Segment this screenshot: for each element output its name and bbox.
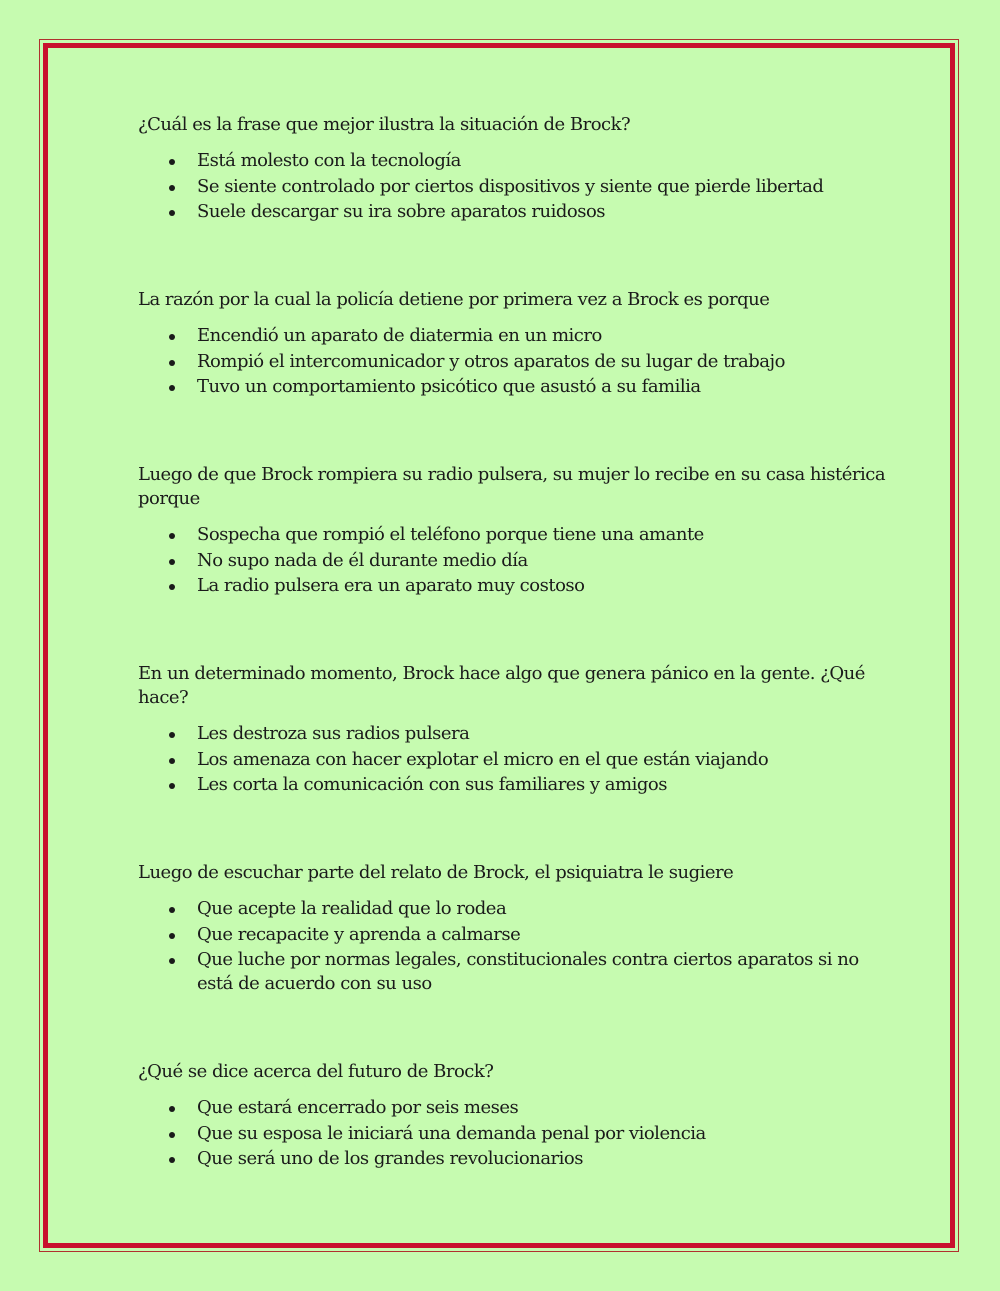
question-4 <box>138 662 898 797</box>
question-1 <box>138 113 898 224</box>
option-item[interactable] <box>138 1096 898 1120</box>
option-item[interactable] <box>138 549 898 573</box>
option-list <box>138 149 898 224</box>
option-item[interactable] <box>138 523 898 547</box>
quiz-content <box>138 113 898 1235</box>
bullet-icon <box>169 783 175 789</box>
option-item[interactable] <box>138 923 898 947</box>
option-item[interactable] <box>138 1147 898 1171</box>
option-text: Que su esposa le iniciará una demanda penal por violencia <box>197 1122 706 1144</box>
question-prompt: Luego de escuchar parte del relato de Brock, el psiquiatra le sugiere <box>138 862 734 883</box>
option-item[interactable] <box>138 722 898 746</box>
question-prompt: ¿Qué se dice acerca del futuro de Brock? <box>138 1061 494 1082</box>
bullet-icon <box>169 758 175 764</box>
question-5 <box>138 861 898 996</box>
option-item[interactable] <box>138 375 898 399</box>
option-text: Tuvo un comportamiento psicótico que asustó a su familia <box>197 376 701 397</box>
bullet-icon <box>169 907 175 913</box>
question-6 <box>138 1060 898 1171</box>
bullet-icon <box>169 533 175 539</box>
bullet-icon <box>169 958 175 964</box>
bullet-icon <box>169 334 175 340</box>
option-text: Los amenaza con hacer explotar el micro en el que están viajando <box>197 748 769 770</box>
bullet-icon <box>169 732 175 738</box>
option-text: Que recapacite y aprenda a calmarse <box>197 923 521 945</box>
option-item[interactable] <box>138 149 898 173</box>
bullet-icon <box>169 159 175 165</box>
option-text: La radio pulsera era un aparato muy costoso <box>197 575 585 596</box>
bullet-icon <box>169 210 175 216</box>
option-text: Que luche por normas legales, constitucionales contra ciertos aparatos si no está de acuerdo con su uso <box>197 949 859 994</box>
bullet-icon <box>169 584 175 590</box>
option-list <box>138 897 898 996</box>
question-prompt: La razón por la cual la policía detiene por primera vez a Brock es porque <box>138 289 770 310</box>
option-text: Les corta la comunicación con sus familiares y amigos <box>197 774 667 795</box>
option-item[interactable] <box>138 1122 898 1146</box>
bullet-icon <box>169 360 175 366</box>
option-text: Que acepte la realidad que lo rodea <box>197 898 507 919</box>
option-list <box>138 1096 898 1171</box>
question-2 <box>138 288 898 399</box>
question-prompt: Luego de que Brock rompiera su radio pulsera, su mujer lo recibe en su casa histérica porque <box>138 464 886 509</box>
bullet-icon <box>169 185 175 191</box>
option-text: Encendió un aparato de diatermia en un micro <box>197 325 602 346</box>
option-item[interactable] <box>138 175 898 199</box>
question-3 <box>138 463 898 598</box>
option-text: Rompió el intercomunicador y otros aparatos de su lugar de trabajo <box>197 350 785 372</box>
option-item[interactable] <box>138 574 898 598</box>
option-text: Que será uno de los grandes revolucionarios <box>197 1148 583 1169</box>
option-item[interactable] <box>138 897 898 921</box>
option-list <box>138 722 898 797</box>
bullet-icon <box>169 1132 175 1138</box>
option-text: No supo nada de él durante medio día <box>197 549 528 571</box>
option-item[interactable] <box>138 773 898 797</box>
bullet-icon <box>169 559 175 565</box>
option-item[interactable] <box>138 200 898 224</box>
bullet-icon <box>169 385 175 391</box>
option-list <box>138 523 898 598</box>
bullet-icon <box>169 933 175 939</box>
option-item[interactable] <box>138 948 898 996</box>
option-item[interactable] <box>138 324 898 348</box>
option-text: Suele descargar su ira sobre aparatos ruidosos <box>197 201 606 222</box>
bullet-icon <box>169 1157 175 1163</box>
option-text: Que estará encerrado por seis meses <box>197 1097 519 1118</box>
option-text: Se siente controlado por ciertos dispositivos y siente que pierde libertad <box>197 175 824 197</box>
option-text: Está molesto con la tecnología <box>197 150 461 171</box>
option-text: Les destroza sus radios pulsera <box>197 723 470 744</box>
option-list <box>138 324 898 399</box>
question-prompt: ¿Cuál es la frase que mejor ilustra la situación de Brock? <box>138 114 631 135</box>
option-text: Sospecha que rompió el teléfono porque tiene una amante <box>197 524 704 545</box>
question-prompt: En un determinado momento, Brock hace algo que genera pánico en la gente. ¿Qué hace? <box>138 663 865 708</box>
option-item[interactable] <box>138 350 898 374</box>
bullet-icon <box>169 1106 175 1112</box>
option-item[interactable] <box>138 748 898 772</box>
